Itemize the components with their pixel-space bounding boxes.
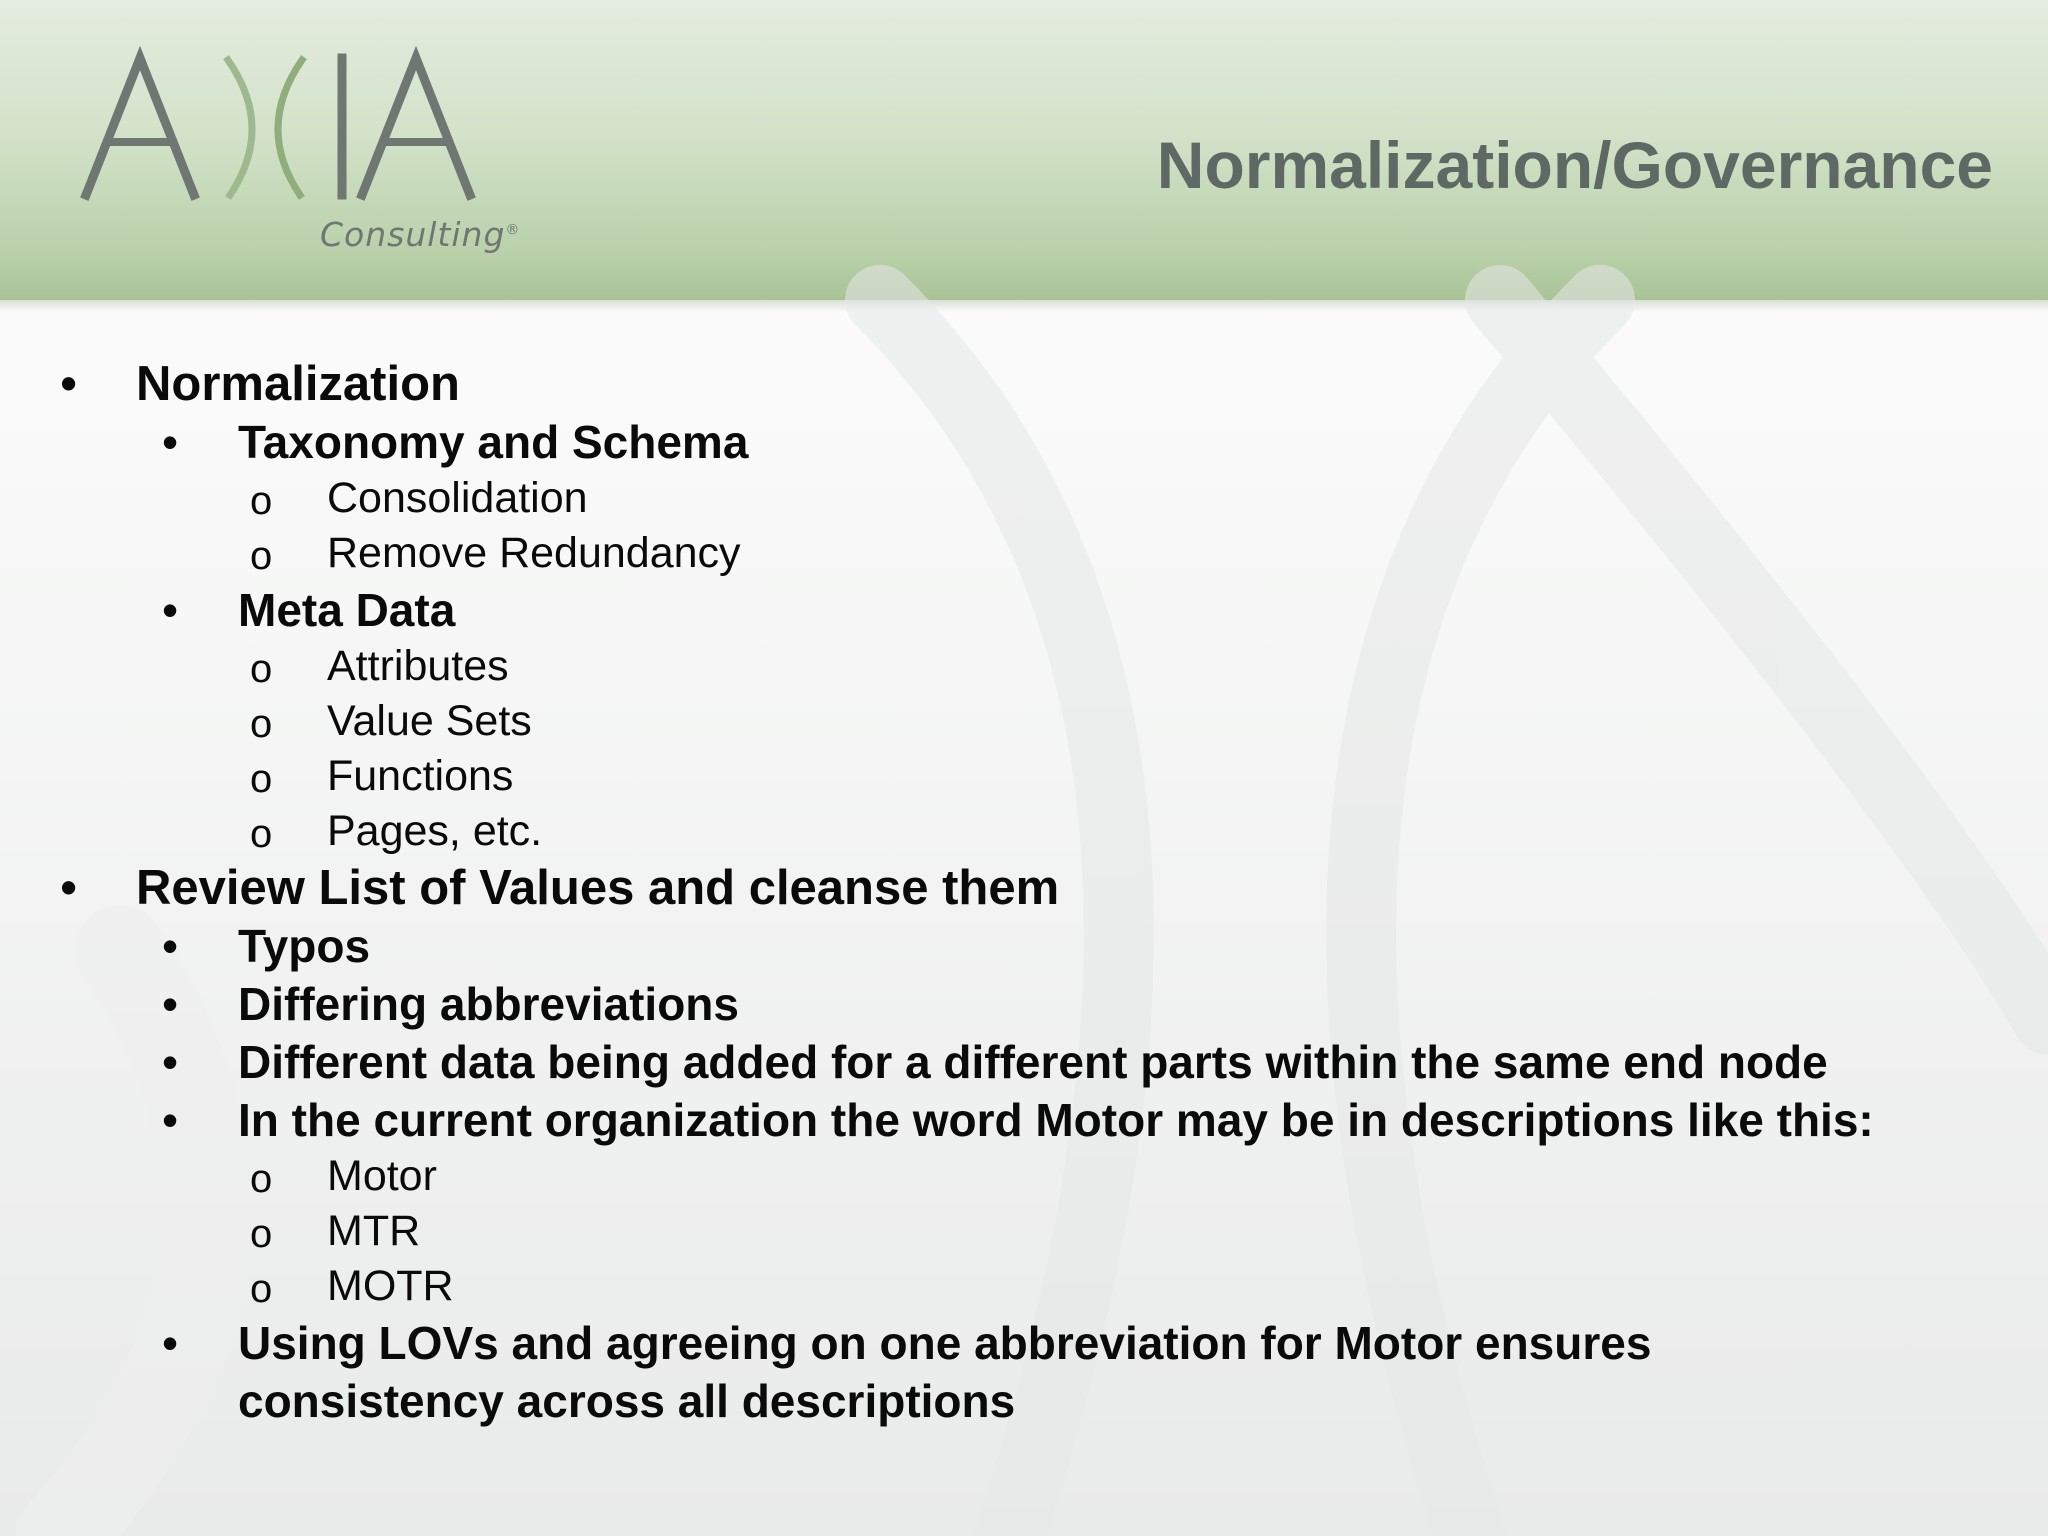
bullet-marker: • (60, 861, 78, 915)
bullet-text: Remove Redundancy (327, 529, 741, 577)
bullet-text: Meta Data (238, 584, 456, 636)
sub-bullet-marker: o (250, 1212, 273, 1256)
bullet-text: MOTR (327, 1262, 454, 1310)
bullet-item-level-3 (0, 1149, 2048, 1204)
bullet-text: Taxonomy and Schema (238, 416, 749, 468)
bullet-item-level-2 (0, 1033, 2048, 1091)
bullet-text: Normalization (136, 357, 460, 411)
logo-x-arc-right (278, 60, 302, 195)
bullet-item-level-3 (0, 694, 2048, 749)
bullet-text: Different data being added for a different parts within the same end node (238, 1036, 1828, 1088)
bullet-text: Attributes (327, 642, 509, 690)
bullet-item-level-3 (0, 1259, 2048, 1314)
bullet-text: MTR (327, 1207, 421, 1255)
bullet-item-level-2 (0, 1314, 1798, 1430)
sub-bullet-marker: o (250, 479, 273, 523)
bullet-text: Using LOVs and agreeing on one abbreviation for Motor ensures consistency across all descriptions (238, 1317, 1652, 1427)
logo-tagline (320, 215, 520, 254)
bullet-item-level-2 (0, 413, 2048, 471)
logo-x-arc-left (228, 60, 252, 195)
bullet-text: Motor (327, 1152, 437, 1200)
bullet-item-level-2 (0, 917, 2048, 975)
sub-bullet-marker: o (250, 1267, 273, 1311)
bullet-item-level-2 (0, 581, 2048, 639)
bullet-text: Consolidation (327, 474, 588, 522)
sub-bullet-marker: o (250, 534, 273, 578)
bullet-item-level-1 (0, 355, 2048, 413)
bullet-marker: • (60, 357, 78, 411)
slide-title: Normalization/Governance (1156, 128, 1993, 202)
bullet-marker: • (162, 1094, 179, 1146)
registered-mark: ® (505, 222, 521, 238)
bullet-text: Functions (327, 752, 514, 800)
logo-letter-a2-left (362, 58, 470, 195)
sub-bullet-marker: o (250, 1157, 273, 1201)
bullet-list (0, 355, 2048, 1430)
bullet-marker: • (162, 1317, 179, 1369)
bullet-item-level-3 (0, 639, 2048, 694)
bullet-item-level-3 (0, 1204, 2048, 1259)
bullet-marker: • (162, 978, 179, 1030)
bullet-item-level-2 (0, 975, 2048, 1033)
sub-bullet-marker: o (250, 702, 273, 746)
bullet-marker: • (162, 416, 179, 468)
bullet-item-level-2 (0, 1091, 2048, 1149)
sub-bullet-marker: o (250, 812, 273, 856)
bullet-text: Typos (238, 920, 371, 972)
bullet-marker: • (162, 920, 179, 972)
bullet-item-level-3 (0, 471, 2048, 526)
bullet-text: Pages, etc. (327, 807, 543, 855)
bullet-text: In the current organization the word Motor may be in descriptions like this: (238, 1094, 1874, 1146)
bullet-text: Differing abbreviations (238, 978, 739, 1030)
bullet-text: Value Sets (327, 697, 532, 745)
bullet-marker: • (162, 1036, 179, 1088)
logo-letter-a-left (86, 58, 194, 195)
sub-bullet-marker: o (250, 757, 273, 801)
bullet-marker: • (162, 584, 179, 636)
bullet-text: Review List of Values and cleanse them (136, 861, 1060, 915)
sub-bullet-marker: o (250, 647, 273, 691)
bullet-item-level-3 (0, 526, 2048, 581)
bullet-item-level-3 (0, 749, 2048, 804)
bullet-item-level-3 (0, 804, 2048, 859)
logo-tagline-text: Consulting (320, 215, 506, 254)
bullet-item-level-1 (0, 859, 2048, 917)
